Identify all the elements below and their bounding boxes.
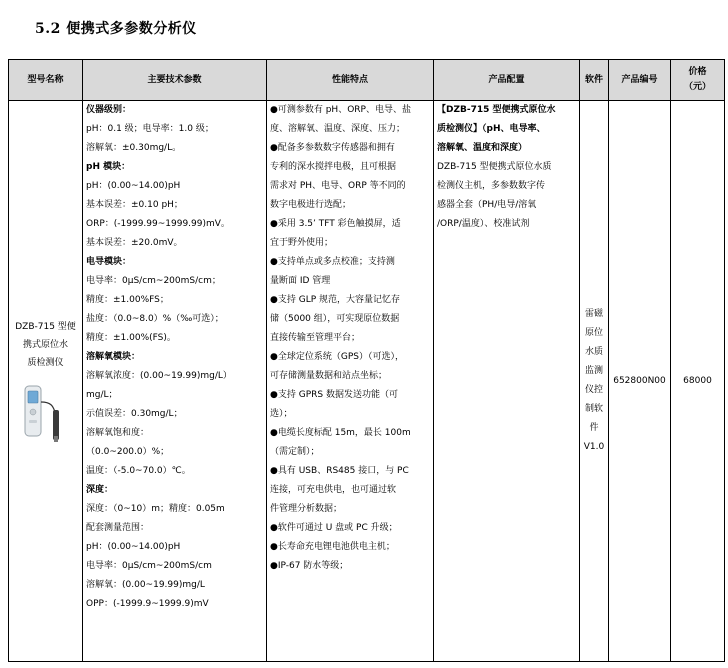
config-line: 【DZB-715 型便携式原位水: [437, 105, 556, 115]
config-line: 感器全套（PH/电导/溶氧: [437, 200, 537, 210]
spec-line: 电导率：0μS/cm~200mS/cm: [86, 561, 212, 571]
table-row: [9, 101, 725, 662]
feature-line: ●配备多参数数字传感器和拥有: [270, 143, 395, 153]
model-name-line: 携式原位水: [22, 340, 68, 350]
software-line: 雷磁: [584, 309, 603, 319]
feature-line: 宜于野外使用；: [270, 238, 334, 248]
spec-line: 深度：（0~10）m；精度：0.05m: [86, 504, 225, 514]
spec-line: （0.0~200.0）%；: [86, 447, 170, 457]
device-image: [21, 382, 71, 444]
feature-line: 直接传输至管理平台；: [270, 333, 361, 343]
feature-line: ●软件可通过 U 盘或 PC 升级；: [270, 523, 398, 533]
spec-line: pH：(0.00~14.00)pH: [86, 181, 181, 191]
model-name-line: 质检测仪: [27, 358, 64, 368]
spec-line: pH：(0.00~14.00)pH: [86, 542, 181, 552]
config-line: 质检测仪】（pH、电导率、: [437, 124, 546, 134]
feature-line: ●支持 GLP 规范，大容量记忆存: [270, 295, 400, 305]
model-cell: [9, 101, 83, 662]
header-software: 软件: [580, 60, 609, 101]
spec-line: 溶解氧：(0.00~19.99)mg/L: [86, 580, 205, 590]
software-line: 原位: [584, 328, 603, 338]
software-line: 仪控: [584, 385, 603, 395]
specs-cell: [83, 101, 267, 662]
feature-line: ●电缆长度标配 15m，最长 100m: [270, 428, 411, 438]
spec-line: ORP：(-1999.99~1999.99)mV。: [86, 219, 230, 229]
spec-line: 电导模块：: [86, 257, 132, 267]
features-cell: [267, 101, 434, 662]
feature-line: ●全球定位系统（GPS）（可选），: [270, 352, 404, 362]
spec-line: OPP：(-1999.9~1999.9)mV: [86, 599, 209, 609]
config-line: /ORP/温度）、校准试剂: [437, 219, 530, 229]
spec-line: 仪器级别：: [86, 105, 132, 115]
spec-line: 基本误差：±0.10 pH；: [86, 200, 183, 210]
spec-line: pH 模块：: [86, 162, 131, 172]
feature-line: ●具有 USB、RS485 接口，与 PC: [270, 466, 409, 476]
table-header-row: [9, 60, 725, 101]
feature-line: ●长寿命充电锂电池供电主机；: [270, 542, 395, 552]
feature-line: 量断面 ID 管理: [270, 276, 331, 286]
config-cell: [434, 101, 580, 662]
header-model-name: 型号名称: [9, 60, 83, 101]
feature-line: 连接，可充电供电，也可通过软: [270, 485, 397, 495]
header-specs: 主要技术参数: [83, 60, 267, 101]
software-line: 监测: [584, 366, 603, 376]
spec-line: 溶解氧饱和度：: [86, 428, 150, 438]
spec-line: 基本误差：±20.0mV。: [86, 238, 183, 248]
feature-line: ●可测参数有 pH、ORP、电导、盐: [270, 105, 411, 115]
config-line: 溶解氧、温度和深度）: [437, 143, 528, 153]
software-line: V1.0: [583, 442, 605, 452]
spec-line: 温度：（-5.0~70.0）℃。: [86, 466, 191, 476]
section-title: 5.2 便携式多参数分析仪: [35, 21, 197, 37]
feature-line: 选）；: [270, 409, 293, 419]
product-table: [8, 59, 725, 662]
header-price-line1: 价格: [688, 67, 707, 77]
feature-line: 需求对 PH、电导、ORP 等不同的: [270, 181, 406, 191]
spec-line: 精度：±1.00%FS；: [86, 295, 169, 305]
spec-line: 盐度：（0.0~8.0）%（‰可选）；: [86, 314, 224, 324]
water-meter-icon: [21, 382, 71, 444]
feature-line: 件管理分析数据；: [270, 504, 343, 514]
feature-line: 可存储测量数据和站点坐标；: [270, 371, 388, 381]
spec-line: 溶解氧：±0.30mg/L。: [86, 143, 182, 153]
header-price-line2: （元）: [683, 82, 711, 92]
software-cell: [580, 101, 609, 662]
price-cell: 68000: [671, 101, 725, 662]
spec-line: pH：0.1 级；电导率：1.0 级；: [86, 124, 214, 134]
spec-line: 深度：: [86, 485, 114, 495]
software-line: 制软: [584, 404, 603, 414]
spec-line: 示值误差：0.30mg/L；: [86, 409, 183, 419]
product-code-cell: 652800N00: [609, 101, 671, 662]
spec-line: 精度：±1.00%(FS)。: [86, 333, 176, 343]
software-line: 水质: [584, 347, 603, 357]
header-features: 性能特点: [267, 60, 434, 101]
feature-line: ●支持 GPRS 数据发送功能（可: [270, 390, 398, 400]
spec-line: 溶解氧模块：: [86, 352, 141, 362]
config-line: 检测仪主机，多参数数字传: [437, 181, 546, 191]
spec-line: 电导率：0μS/cm~200mS/cm；: [86, 276, 221, 286]
feature-line: （需定制）；: [270, 447, 320, 457]
feature-line: 度、溶解氧、温度、深度、压力；: [270, 124, 406, 134]
feature-line: 储（5000 组），可实现原位数据: [270, 314, 400, 324]
header-price: [671, 60, 725, 101]
header-product-code: 产品编号: [609, 60, 671, 101]
feature-line: ●IP-67 防水等级；: [270, 561, 349, 571]
feature-line: ●采用 3.5’ TFT 彩色触摸屏，适: [270, 219, 401, 229]
spec-line: 配套测量范围：: [86, 523, 150, 533]
header-config: 产品配置: [434, 60, 580, 101]
spec-line: 溶解氧浓度：(0.00~19.99)mg/L）: [86, 371, 232, 381]
feature-line: ●支持单点或多点校准；支持测: [270, 257, 395, 267]
feature-line: 数字电极进行选配；: [270, 200, 352, 210]
software-line: 件: [589, 423, 599, 433]
feature-line: 专利的深水搅拌电极，且可根据: [270, 162, 397, 172]
spec-line: mg/L；: [86, 390, 118, 400]
model-name-line: DZB-715 型便: [15, 322, 76, 332]
config-line: DZB-715 型便携式原位水质: [437, 162, 552, 172]
